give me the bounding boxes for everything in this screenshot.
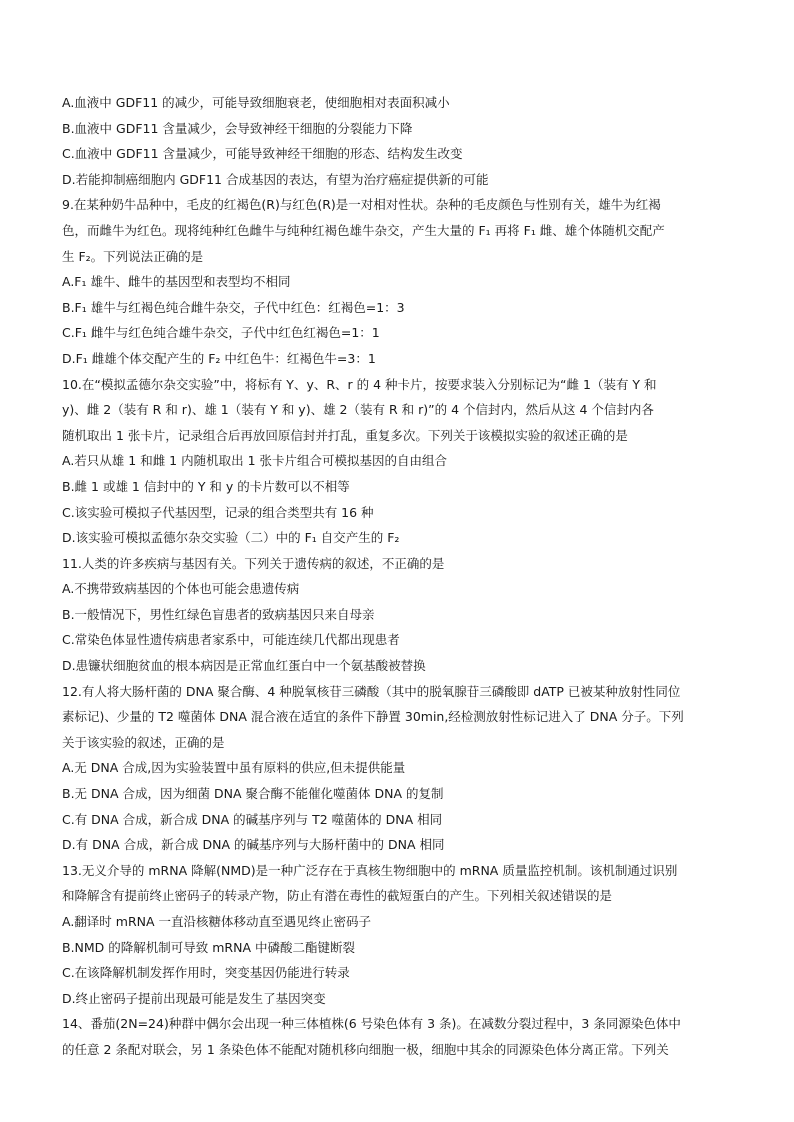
q11-stem-line-1: 11.人类的许多疾病与基因有关。下列关于遗传病的叙述，不正确的是 <box>62 555 445 571</box>
question-11 <box>62 551 738 679</box>
q12-stem-line-1: 12.有人将大肠杆菌的 DNA 聚合酶、4 种脱氧核苷三磷酸（其中的脱氧腺苷三磷酸即 dATP 已被某种放射性同位 <box>62 683 681 699</box>
question-13 <box>62 858 738 1012</box>
q9-stem-line-1: 9.在某种奶牛品种中，毛皮的红褐色(R)与红色(R)是一对相对性状。杂种的毛皮颜色与性别有关，雄牛为红褐 <box>62 197 661 213</box>
q11-option-c: C.常染色体显性遗传病患者家系中，可能连续几代都出现患者 <box>62 632 400 648</box>
q13-option-a: A.翻译时 mRNA 一直沿核糖体移动直至遇见终止密码子 <box>62 914 372 929</box>
q9-stem-line-3: 生 F₂。下列说法正确的是 <box>62 248 204 264</box>
q12-option-b: B.无 DNA 合成，因为细菌 DNA 聚合酶不能催化噬菌体 DNA 的复制 <box>62 786 444 802</box>
q10-option-c: C.该实验可模拟子代基因型，记录的组合类型共有 16 种 <box>62 504 374 520</box>
q9-option-b: B.F₁ 雄牛与红褐色纯合雌牛杂交，子代中红色：红褐色=1：3 <box>62 299 405 315</box>
q8-option-b: B.血液中 GDF11 含量减少，会导致神经干细胞的分裂能力下降 <box>62 120 413 136</box>
q10-stem-line-1: 10.在“模拟孟德尔杂交实验”中，将标有 Y、y、R、r 的 4 种卡片，按要求装入分别标记为“雌 1（装有 Y 和 <box>62 376 657 392</box>
q10-option-d: D.该实验可模拟孟德尔杂交实验（二）中的 F₁ 自交产生的 F₂ <box>62 530 400 546</box>
q10-option-b: B.雌 1 或雄 1 信封中的 Y 和 y 的卡片数可以不相等 <box>62 478 350 494</box>
q12-stem-line-3: 关于该实验的叙述，正确的是 <box>62 734 225 750</box>
question-9 <box>62 192 738 371</box>
question-10 <box>62 372 738 551</box>
q12-option-c: C.有 DNA 合成，新合成 DNA 的碱基序列与 T2 噬菌体的 DNA 相同 <box>62 811 443 827</box>
q10-stem-line-2: y)、雌 2（装有 R 和 r)、雄 1（装有 Y 和 y)、雄 2（装有 R 和 r)”的 4 个信封内，然后从这 4 个信封内各 <box>62 402 654 418</box>
q12-stem-line-2: 素标记)、少量的 T2 噬菌体 DNA 混合液在适宜的条件下静置 30min,经检测放射性标记进入了 DNA 分子。下列 <box>62 709 684 725</box>
q13-option-b: B.NMD 的降解机制可导致 mRNA 中磷酸二酯键断裂 <box>62 939 355 955</box>
q13-stem-line-2: 和降解含有提前终止密码子的转录产物，防止有潜在毒性的截短蛋白的产生。下列相关叙述错误的是 <box>62 888 613 904</box>
question-14 <box>62 1011 738 1062</box>
q8-option-d: D.若能抑制癌细胞内 GDF11 合成基因的表达，有望为治疗癌症提供新的可能 <box>62 171 489 187</box>
q10-stem-line-3: 随机取出 1 张卡片，记录组合后再放回原信封并打乱，重复多次。下列关于该模拟实验的叙述正确的是 <box>62 427 628 443</box>
q12-option-a: A.无 DNA 合成,因为实验装置中虽有原料的供应,但未提供能量 <box>62 760 406 776</box>
q9-option-a: A.F₁ 雄牛、雌牛的基因型和表型均不相同 <box>62 274 291 290</box>
q13-option-d: D.终止密码子提前出现最可能是发生了基因突变 <box>62 990 326 1006</box>
q14-stem-line-2: 的任意 2 条配对联会，另 1 条染色体不能配对随机移向细胞一极，细胞中其余的同源染色体分离正常。下列关 <box>62 1041 669 1057</box>
q9-option-c: C.F₁ 雌牛与红色纯合雄牛杂交，子代中红色红褐色=1：1 <box>62 325 380 341</box>
q11-option-a: A.不携带致病基因的个体也可能会患遗传病 <box>62 581 300 597</box>
q14-stem-line-1: 14、番茄(2N=24)种群中偶尔会出现一种三体植株(6 号染色体有 3 条)。在减数分裂过程中，3 条同源染色体中 <box>62 1016 681 1032</box>
q13-option-c: C.在该降解机制发挥作用时，突变基因仍能进行转录 <box>62 965 350 981</box>
q12-option-d: D.有 DNA 合成，新合成 DNA 的碱基序列与大肠杆菌中的 DNA 相同 <box>62 837 445 853</box>
q13-stem-line-1: 13.无义介导的 mRNA 降解(NMD)是一种广泛存在于真核生物细胞中的 mRNA 质量监控机制。该机制通过识别 <box>62 862 678 878</box>
q11-option-d: D.患镰状细胞贫血的根本病因是正常血红蛋白中一个氨基酸被替换 <box>62 658 426 674</box>
q9-stem-line-2: 色，而雌牛为红色。现将纯种红色雌牛与纯种红褐色雄牛杂交，产生大量的 F₁ 再将 F₁ 雌、雄个体随机交配产 <box>62 222 665 238</box>
q10-option-a: A.若只从雄 1 和雌 1 内随机取出 1 张卡片组合可模拟基因的自由组合 <box>62 453 448 469</box>
question-12 <box>62 679 738 858</box>
q11-option-b: B.一般情况下，男性红绿色盲患者的致病基因只来自母亲 <box>62 606 375 622</box>
q9-option-d: D.F₁ 雌雄个体交配产生的 F₂ 中红色牛：红褐色牛=3：1 <box>62 350 376 366</box>
question-8-options <box>62 90 738 192</box>
q8-option-a: A.血液中 GDF11 的减少，可能导致细胞衰老，使细胞相对表面积减小 <box>62 95 450 110</box>
q8-option-c: C.血液中 GDF11 含量减少，可能导致神经干细胞的形态、结构发生改变 <box>62 146 463 162</box>
